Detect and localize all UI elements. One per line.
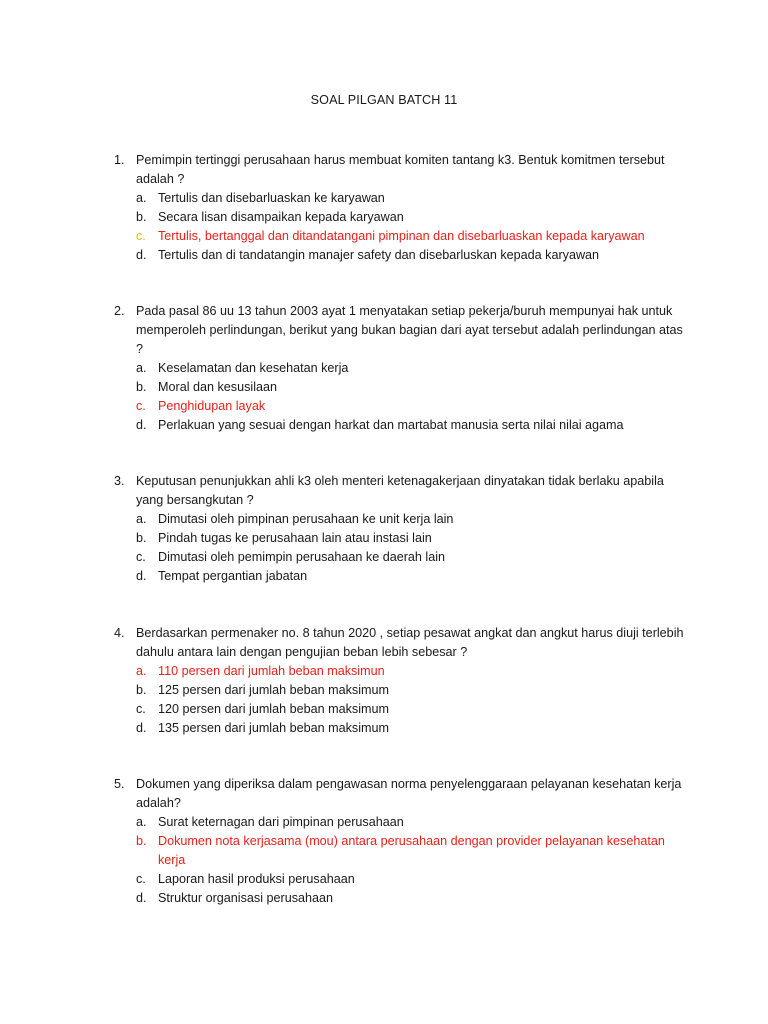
question-1: [114, 151, 684, 265]
option-text: Secara lisan disampaikan kepada karyawan: [158, 210, 404, 224]
option-letter: b.: [136, 210, 147, 224]
option-text: Laporan hasil produksi perusahaan: [158, 872, 355, 886]
question-3-option-a: [114, 510, 684, 529]
question-text: Dokumen yang diperiksa dalam pengawasan norma penyelenggaraan pelayanan kesehatan kerja adalah?: [136, 777, 682, 810]
option-letter: c.: [136, 399, 146, 413]
option-text-highlighted-answer: Tertulis, bertanggal dan ditandatangani pimpinan dan disebarluaskan kepada karyawan: [158, 229, 645, 243]
question-3-option-c: [114, 548, 684, 567]
question-1-option-d: [114, 246, 684, 265]
question-4-option-b: [114, 681, 684, 700]
option-letter: c.: [136, 550, 146, 564]
question-5-text-block: [114, 775, 684, 813]
option-text: Moral dan kesusilaan: [158, 380, 278, 394]
question-text: Berdasarkan permenaker no. 8 tahun 2020 , setiap pesawat angkat dan angkut harus diuji terlebih dahulu antara lain dengan pengujian beban lebih sebesar ?: [136, 626, 684, 659]
option-text: 120 persen dari jumlah beban maksimum: [158, 702, 390, 716]
option-text: Tertulis dan di tandatangin manajer safety dan disebarluskan kepada karyawan: [158, 248, 600, 262]
option-text-highlighted-answer: Penghidupan layak: [158, 399, 266, 413]
document-title: SOAL PILGAN BATCH 11: [310, 93, 458, 107]
question-4-option-c: [114, 700, 684, 719]
question-1-option-c: [114, 227, 684, 246]
question-2-option-a: [114, 359, 684, 378]
question-3-option-b: [114, 529, 684, 548]
option-letter: a.: [136, 512, 147, 526]
option-letter: d.: [136, 569, 147, 583]
question-5: [114, 775, 684, 908]
question-1-option-b: [114, 208, 684, 227]
option-letter: b.: [136, 531, 147, 545]
option-letter: d.: [136, 418, 147, 432]
option-text: 125 persen dari jumlah beban maksimum: [158, 683, 390, 697]
option-text: Perlakuan yang sesuai dengan harkat dan martabat manusia serta nilai nilai agama: [158, 418, 624, 432]
question-1-text-block: [114, 151, 684, 189]
question-2-option-d: [114, 416, 684, 435]
question-2-text-block: [114, 302, 684, 359]
option-text: 135 persen dari jumlah beban maksimum: [158, 721, 390, 735]
option-letter: c.: [136, 229, 146, 243]
question-2-option-c: [114, 397, 684, 416]
option-text: Tempat pergantian jabatan: [158, 569, 308, 583]
option-text: Pindah tugas ke perusahaan lain atau instasi lain: [158, 531, 432, 545]
question-number: 1.: [114, 153, 125, 167]
option-letter: a.: [136, 664, 147, 678]
question-text: Keputusan penunjukkan ahli k3 oleh menteri ketenagakerjaan dinyatakan tidak berlaku apabila yang bersangkutan ?: [136, 474, 664, 507]
option-letter: c.: [136, 872, 146, 886]
option-letter: b.: [136, 683, 147, 697]
question-5-option-c: [114, 870, 684, 889]
option-letter: a.: [136, 815, 147, 829]
option-text: Surat keternagan dari pimpinan perusahaan: [158, 815, 404, 829]
question-4: [114, 624, 684, 738]
question-text: Pada pasal 86 uu 13 tahun 2003 ayat 1 menyatakan setiap pekerja/buruh mempunyai hak untuk memperoleh perlindungan, berikut yang bukan bagian dari ayat tersebut adalah perlindungan atas ?: [136, 304, 683, 356]
question-5-option-a: [114, 813, 684, 832]
option-text: Dimutasi oleh pimpinan perusahaan ke unit kerja lain: [158, 512, 454, 526]
option-letter: b.: [136, 834, 147, 848]
question-3: [114, 472, 684, 586]
option-text-highlighted-answer: 110 persen dari jumlah beban maksimun: [158, 664, 385, 678]
question-number: 4.: [114, 626, 125, 640]
option-text-highlighted-answer: Dokumen nota kerjasama (mou) antara perusahaan dengan provider pelayanan kesehatan kerja: [158, 834, 665, 867]
question-text: Pemimpin tertinggi perusahaan harus membuat komiten tantang k3. Bentuk komitmen tersebut adalah ?: [136, 153, 665, 186]
question-3-option-d: [114, 567, 684, 586]
question-number: 5.: [114, 777, 125, 791]
option-text: Struktur organisasi perusahaan: [158, 891, 334, 905]
question-1-option-a: [114, 189, 684, 208]
question-4-option-d: [114, 719, 684, 738]
option-letter: d.: [136, 891, 147, 905]
question-3-text-block: [114, 472, 684, 510]
question-4-text-block: [114, 624, 684, 662]
question-2-option-b: [114, 378, 684, 397]
option-text: Tertulis dan disebarluaskan ke karyawan: [158, 191, 385, 205]
question-5-option-b: [114, 832, 684, 870]
option-letter: a.: [136, 361, 147, 375]
question-4-option-a: [114, 662, 684, 681]
option-letter: d.: [136, 248, 147, 262]
question-5-option-d: [114, 889, 684, 908]
option-text: Keselamatan dan kesehatan kerja: [158, 361, 349, 375]
question-2: [114, 302, 684, 435]
option-letter: a.: [136, 191, 147, 205]
question-number: 2.: [114, 304, 125, 318]
option-letter: d.: [136, 721, 147, 735]
option-text: Dimutasi oleh pemimpin perusahaan ke daerah lain: [158, 550, 446, 564]
option-letter: b.: [136, 380, 147, 394]
question-number: 3.: [114, 474, 125, 488]
option-letter: c.: [136, 702, 146, 716]
